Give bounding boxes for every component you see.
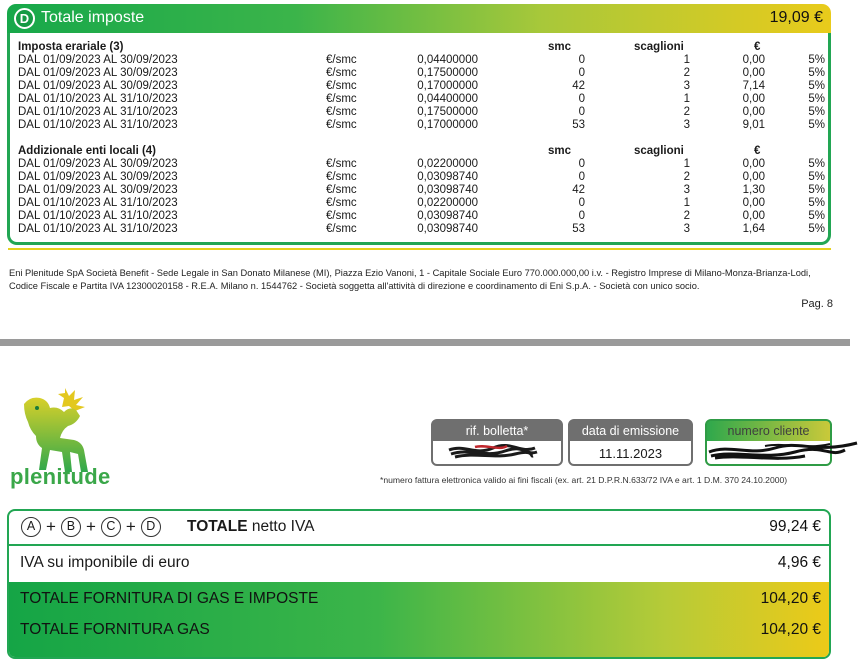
legal-footer-line-1: Eni Plenitude SpA Società Benefit - Sede Legale in San Donato Milanese (MI), Piazza Ezio Vanoni, 1 - Capitale Sociale Euro 770.000.000,00 i.v. - Registro Imprese di Milano-Monza-Brianza-Lodi, <box>9 268 811 278</box>
table-row <box>0 80 861 93</box>
totale-fornitura-gas-row <box>9 614 829 659</box>
section-title: Addizionale enti locali (4) <box>18 145 157 157</box>
period-cell: DAL 01/09/2023 AL 30/09/2023 <box>18 67 178 79</box>
smc-cell: 0 <box>578 171 585 183</box>
table-row <box>0 210 861 223</box>
iva-label: IVA su imponibile di euro <box>20 554 190 571</box>
euro-cell: 0,00 <box>742 197 765 209</box>
period-cell: DAL 01/09/2023 AL 30/09/2023 <box>18 184 178 196</box>
euro-cell: 0,00 <box>742 93 765 105</box>
column-header-smc: smc <box>548 41 572 53</box>
table-row <box>0 158 861 171</box>
unit-cell: €/smc <box>326 119 357 131</box>
page-number: Pag. 8 <box>801 298 833 310</box>
data-emissione-value: 11.11.2023 <box>570 441 691 464</box>
euro-cell: 0,00 <box>742 158 765 170</box>
scaglione-cell: 3 <box>683 80 690 92</box>
legal-footer <box>9 267 839 293</box>
table-row <box>0 171 861 184</box>
iva-percent-cell: 5% <box>808 93 825 105</box>
totale-fornitura-imposte-row <box>9 582 829 614</box>
smc-cell: 53 <box>572 223 585 235</box>
price-cell: 0,17500000 <box>417 67 478 79</box>
section-d-badge: D <box>14 8 35 29</box>
iva-percent-cell: 5% <box>808 158 825 170</box>
totale-netto-iva-row <box>9 511 829 544</box>
euro-cell: 1,64 <box>742 223 765 235</box>
period-cell: DAL 01/09/2023 AL 30/09/2023 <box>18 54 178 66</box>
totale-netto-iva-label: TOTALE netto IVA <box>187 518 315 535</box>
unit-cell: €/smc <box>326 54 357 66</box>
smc-cell: 42 <box>572 80 585 92</box>
iva-percent-cell: 5% <box>808 184 825 196</box>
table-row <box>0 106 861 119</box>
period-cell: DAL 01/09/2023 AL 30/09/2023 <box>18 80 178 92</box>
letter-b-icon: B <box>61 517 81 537</box>
table-row <box>0 54 861 67</box>
smc-cell: 0 <box>578 158 585 170</box>
smc-cell: 0 <box>578 197 585 209</box>
totale-netto-iva-value: 99,24 € <box>769 518 821 535</box>
unit-cell: €/smc <box>326 184 357 196</box>
price-cell: 0,17500000 <box>417 106 478 118</box>
unit-cell: €/smc <box>326 210 357 222</box>
totale-imposte-title: Totale imposte <box>41 9 145 26</box>
letter-d-icon: D <box>141 517 161 537</box>
euro-cell: 7,14 <box>742 80 765 92</box>
totale-imposte-bar <box>7 4 831 33</box>
unit-cell: €/smc <box>326 93 357 105</box>
iva-row <box>9 546 829 580</box>
unit-cell: €/smc <box>326 106 357 118</box>
netto-iva-text: netto IVA <box>251 518 315 535</box>
euro-cell: 0,00 <box>742 106 765 118</box>
legal-footer-line-2: Codice Fiscale e Partita IVA 12300020158 - R.E.A. Milano n. 1544762 - Società soggetta all'attività di direzione e coordinamento di Eni S.p.A. - Società con unico socio. <box>9 281 700 291</box>
redaction-scribble-rif <box>445 442 540 462</box>
scaglione-cell: 2 <box>683 67 690 79</box>
unit-cell: €/smc <box>326 67 357 79</box>
euro-cell: 0,00 <box>742 210 765 222</box>
smc-cell: 0 <box>578 93 585 105</box>
price-cell: 0,03098740 <box>417 184 478 196</box>
column-header-scaglioni: scaglioni <box>634 145 684 157</box>
smc-cell: 0 <box>578 54 585 66</box>
section-title: Imposta erariale (3) <box>18 41 124 53</box>
iva-percent-cell: 5% <box>808 67 825 79</box>
totale-fornitura-gas-label: TOTALE FORNITURA GAS <box>20 621 210 638</box>
scaglione-cell: 2 <box>683 106 690 118</box>
plenitude-logo-text: plenitude <box>10 464 111 489</box>
period-cell: DAL 01/10/2023 AL 31/10/2023 <box>18 210 178 222</box>
table-row <box>0 197 861 210</box>
abcd-formula <box>21 517 161 537</box>
rif-bolletta-label: rif. bolletta* <box>465 424 529 438</box>
period-cell: DAL 01/10/2023 AL 31/10/2023 <box>18 119 178 131</box>
column-header-euro: € <box>754 145 761 157</box>
unit-cell: €/smc <box>326 223 357 235</box>
smc-cell: 42 <box>572 184 585 196</box>
totale-fornitura-imposte-value: 104,20 € <box>760 590 821 607</box>
scaglione-cell: 3 <box>683 223 690 235</box>
column-header-smc: smc <box>548 145 572 157</box>
totale-fornitura-imposte-label: TOTALE FORNITURA DI GAS E IMPOSTE <box>20 590 319 607</box>
scaglione-cell: 3 <box>683 119 690 131</box>
table-row <box>0 119 861 132</box>
period-cell: DAL 01/10/2023 AL 31/10/2023 <box>18 197 178 209</box>
data-emissione-box <box>568 419 693 466</box>
scaglione-cell: 2 <box>683 171 690 183</box>
plus-sign: + <box>125 517 136 536</box>
iva-percent-cell: 5% <box>808 197 825 209</box>
unit-cell: €/smc <box>326 171 357 183</box>
numero-cliente-label: numero cliente <box>707 421 830 441</box>
scaglione-cell: 1 <box>683 197 690 209</box>
letter-a-icon: A <box>21 517 41 537</box>
page-separator <box>0 339 850 346</box>
unit-cell: €/smc <box>326 158 357 170</box>
iva-percent-cell: 5% <box>808 106 825 118</box>
price-cell: 0,04400000 <box>417 93 478 105</box>
plus-sign: + <box>46 517 56 536</box>
euro-cell: 9,01 <box>742 119 765 131</box>
period-cell: DAL 01/10/2023 AL 31/10/2023 <box>18 93 178 105</box>
unit-cell: €/smc <box>326 80 357 92</box>
price-cell: 0,02200000 <box>417 158 478 170</box>
scaglione-cell: 2 <box>683 210 690 222</box>
plus-sign: + <box>85 517 96 536</box>
euro-cell: 0,00 <box>742 67 765 79</box>
iva-percent-cell: 5% <box>808 210 825 222</box>
euro-cell: 0,00 <box>742 171 765 183</box>
iva-percent-cell: 5% <box>808 80 825 92</box>
euro-cell: 1,30 <box>742 184 765 196</box>
iva-percent-cell: 5% <box>808 54 825 66</box>
smc-cell: 0 <box>578 106 585 118</box>
section-header-row <box>0 145 861 158</box>
smc-cell: 0 <box>578 210 585 222</box>
table-row <box>0 93 861 106</box>
totale-fornitura-gas-value: 104,20 € <box>760 621 821 638</box>
unit-cell: €/smc <box>326 197 357 209</box>
column-header-scaglioni: scaglioni <box>634 41 684 53</box>
period-cell: DAL 01/09/2023 AL 30/09/2023 <box>18 158 178 170</box>
smc-cell: 53 <box>572 119 585 131</box>
iva-percent-cell: 5% <box>808 223 825 235</box>
scaglione-cell: 1 <box>683 93 690 105</box>
price-cell: 0,03098740 <box>417 171 478 183</box>
letter-c-icon: C <box>101 517 121 537</box>
scaglione-cell: 1 <box>683 158 690 170</box>
divider-line <box>8 248 831 250</box>
euro-cell: 0,00 <box>742 54 765 66</box>
price-cell: 0,17000000 <box>417 119 478 131</box>
data-emissione-label: data di emissione <box>581 424 680 438</box>
price-cell: 0,17000000 <box>417 80 478 92</box>
table-row <box>0 67 861 80</box>
price-cell: 0,04400000 <box>417 54 478 66</box>
scaglione-cell: 1 <box>683 54 690 66</box>
period-cell: DAL 01/10/2023 AL 31/10/2023 <box>18 106 178 118</box>
fattura-elettronica-note: *numero fattura elettronica valido ai fini fiscali (ex. art. 21 D.P.R.N.633/72 IVA e art. 1 D.M. 370 24.10.2000) <box>380 475 788 485</box>
price-cell: 0,03098740 <box>417 210 478 222</box>
price-cell: 0,02200000 <box>417 197 478 209</box>
column-header-euro: € <box>754 41 761 53</box>
period-cell: DAL 01/10/2023 AL 31/10/2023 <box>18 223 178 235</box>
period-cell: DAL 01/09/2023 AL 30/09/2023 <box>18 171 178 183</box>
section-header-row <box>0 41 861 54</box>
table-row <box>0 184 861 197</box>
smc-cell: 0 <box>578 67 585 79</box>
scaglione-cell: 3 <box>683 184 690 196</box>
iva-percent-cell: 5% <box>808 171 825 183</box>
iva-value: 4,96 € <box>777 554 821 571</box>
totale-imposte-amount: 19,09 € <box>769 9 823 26</box>
table-row <box>0 223 861 236</box>
price-cell: 0,03098740 <box>417 223 478 235</box>
totali-box <box>7 509 831 659</box>
redaction-scribble-cliente <box>705 438 861 464</box>
iva-percent-cell: 5% <box>808 119 825 131</box>
